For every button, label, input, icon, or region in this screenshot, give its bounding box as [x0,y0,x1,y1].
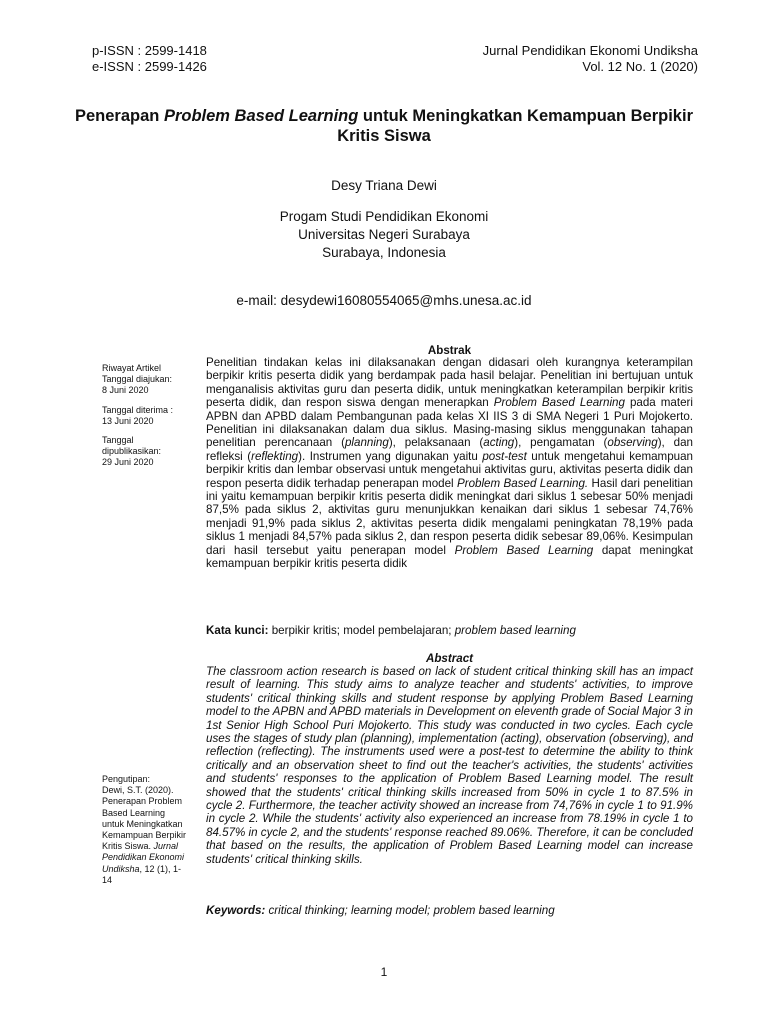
citation-block [102,774,188,886]
accepted-label: Tanggal diterima : [102,404,174,415]
kata-kunci: Kata kunci: berpikir kritis; model pembelajaran; problem based learning [206,624,576,637]
published-label: Tanggal dipublikasikan: [102,435,162,457]
abstract-heading: Abstract [425,652,474,665]
kata-kunci-label: Kata kunci: [206,624,269,637]
author-email: e-mail: desydewi16080554065@mhs.unesa.ac.id [236,293,532,308]
accepted-date: 13 Juni 2020 [102,415,154,426]
abstrak-heading: Abstrak [427,344,472,357]
journal-volume: Vol. 12 No. 1 (2020) [582,59,698,74]
affiliation-university: Universitas Negeri Surabaya [298,227,470,242]
page-title: Penerapan Problem Based Learning untuk Meningkatkan Kemampuan Berpikir Kritis Siswa [74,107,693,145]
article-history [102,363,197,469]
affiliation-program: Progam Studi Pendidikan Ekonomi [279,209,489,224]
citation-text: Dewi, S.T. (2020). Penerapan Problem Based Learning untuk Meningkatkan Kemampuan Berpikir Kritis Siswa. Jurnal Pendidikan Ekonomi Undiksha, 12 (1), 1-14 [102,785,187,885]
affiliation [0,208,768,262]
submitted-date: 8 Juni 2020 [102,385,149,396]
citation-label: Pengutipan: [102,774,151,784]
issn-block [92,43,207,75]
journal-name: Jurnal Pendidikan Ekonomi Undiksha [482,43,698,58]
keywords: Keywords: critical thinking; learning model; problem based learning [206,904,555,917]
p-issn: p-ISSN : 2599-1418 [92,43,207,58]
affiliation-location: Surabaya, Indonesia [322,245,446,260]
journal-block [483,43,698,75]
author-name: Desy Triana Dewi [331,178,437,193]
abstrak-text: Penelitian tindakan kelas ini dilaksanakan dengan didasari oleh kurangnya keterampilan berpikir kritis peserta didik yang berdampak pada hasil belajar. Penelitian ini bertujuan untuk menganalisis aktivitas guru dan peserta didik, untuk meningkatkan keterampilan berpikir kritis peserta didik, dan respon siswa dengan menerapkan Problem Based Learning pada materi APBN dan APBD dalam Pembangunan pada kelas XI IIS 3 di SMA Negeri 1 Puri Mojokerto. Penelitian ini dilaksanakan dalam dua siklus. Masing-masing siklus menggunakan tahapan penelitian perencanaan (planning), pelaksanaan (acting), pengamatan (observing), dan refleksi (reflekting). Instrumen yang digunakan yaitu post-test untuk mengetahui kemampuan berpikir kritis dan lembar observasi untuk mengetahui aktivitas guru, aktivitas peserta didik dan respon peserta didik terhadap penerapan model Problem Based Learning. Hasil dari penelitian ini yaitu kemampuan berpikir kritis peserta didik meningkat dari siklus 1 sebesar 50% menjadi 87,5% pada siklus 2, aktivitas guru menunjukkan kenaikan dari siklus 1 sebesar 74,76% menjadi 91,9% pada siklus 2, aktivitas peserta didik mengalami peningkatan 78,19% pada siklus 1 menjadi 84,57% pada siklus 2, dan respon peserta didik sebesar 89,06%. Kesimpulan dari hasil tersebut yaitu penerapan model Problem Based Learning dapat meningkat kemampuan berpikir kritis peserta didik [206,356,694,571]
keywords-label: Keywords: [206,904,266,917]
history-heading: Riwayat Artikel [102,363,162,373]
e-issn: e-ISSN : 2599-1426 [92,59,207,74]
abstract-text: The classroom action research is based on lack of student critical thinking skill has an impact result of learning. This study aims to analyze teacher and students' activities, to improve students' critical thinking skills and student response by applying Problem Based Learning model to the APBN and APBD materials in Development on eleventh grade of Social Major 3 in 1st Senior High School Puri Mojokerto. This study was conducted in two cycles. Each cycle uses the stages of study plan (planning), implementation (acting), observation (observing), and reflection (reflecting). The instruments used were a post-test to determine the ability to think critically and an observation sheet to find out the teacher's activities, the students' activities and students' responses to the application of Problem Based Learning model. The result showed that the students' critical thinking skills increased from 50% in cycle 1 to 87.5% in cycle 2. Furthermore, the teacher activity showed an increase from 74,76% in cycle 1 to 91.9% in cycle 2. While the students' activity also experienced an increase from 78.19% in cycle 1 to 84.57% in cycle 2, and the students' response reached 89.06%. Therefore, it can be concluded that based on the results, the application of Problem Based Learning model can increase students' critical thinking skills. [206,665,693,866]
published-date: 29 Juni 2020 [102,457,154,468]
submitted-label: Tanggal diajukan: [102,374,173,385]
page-number: 1 [380,965,388,979]
